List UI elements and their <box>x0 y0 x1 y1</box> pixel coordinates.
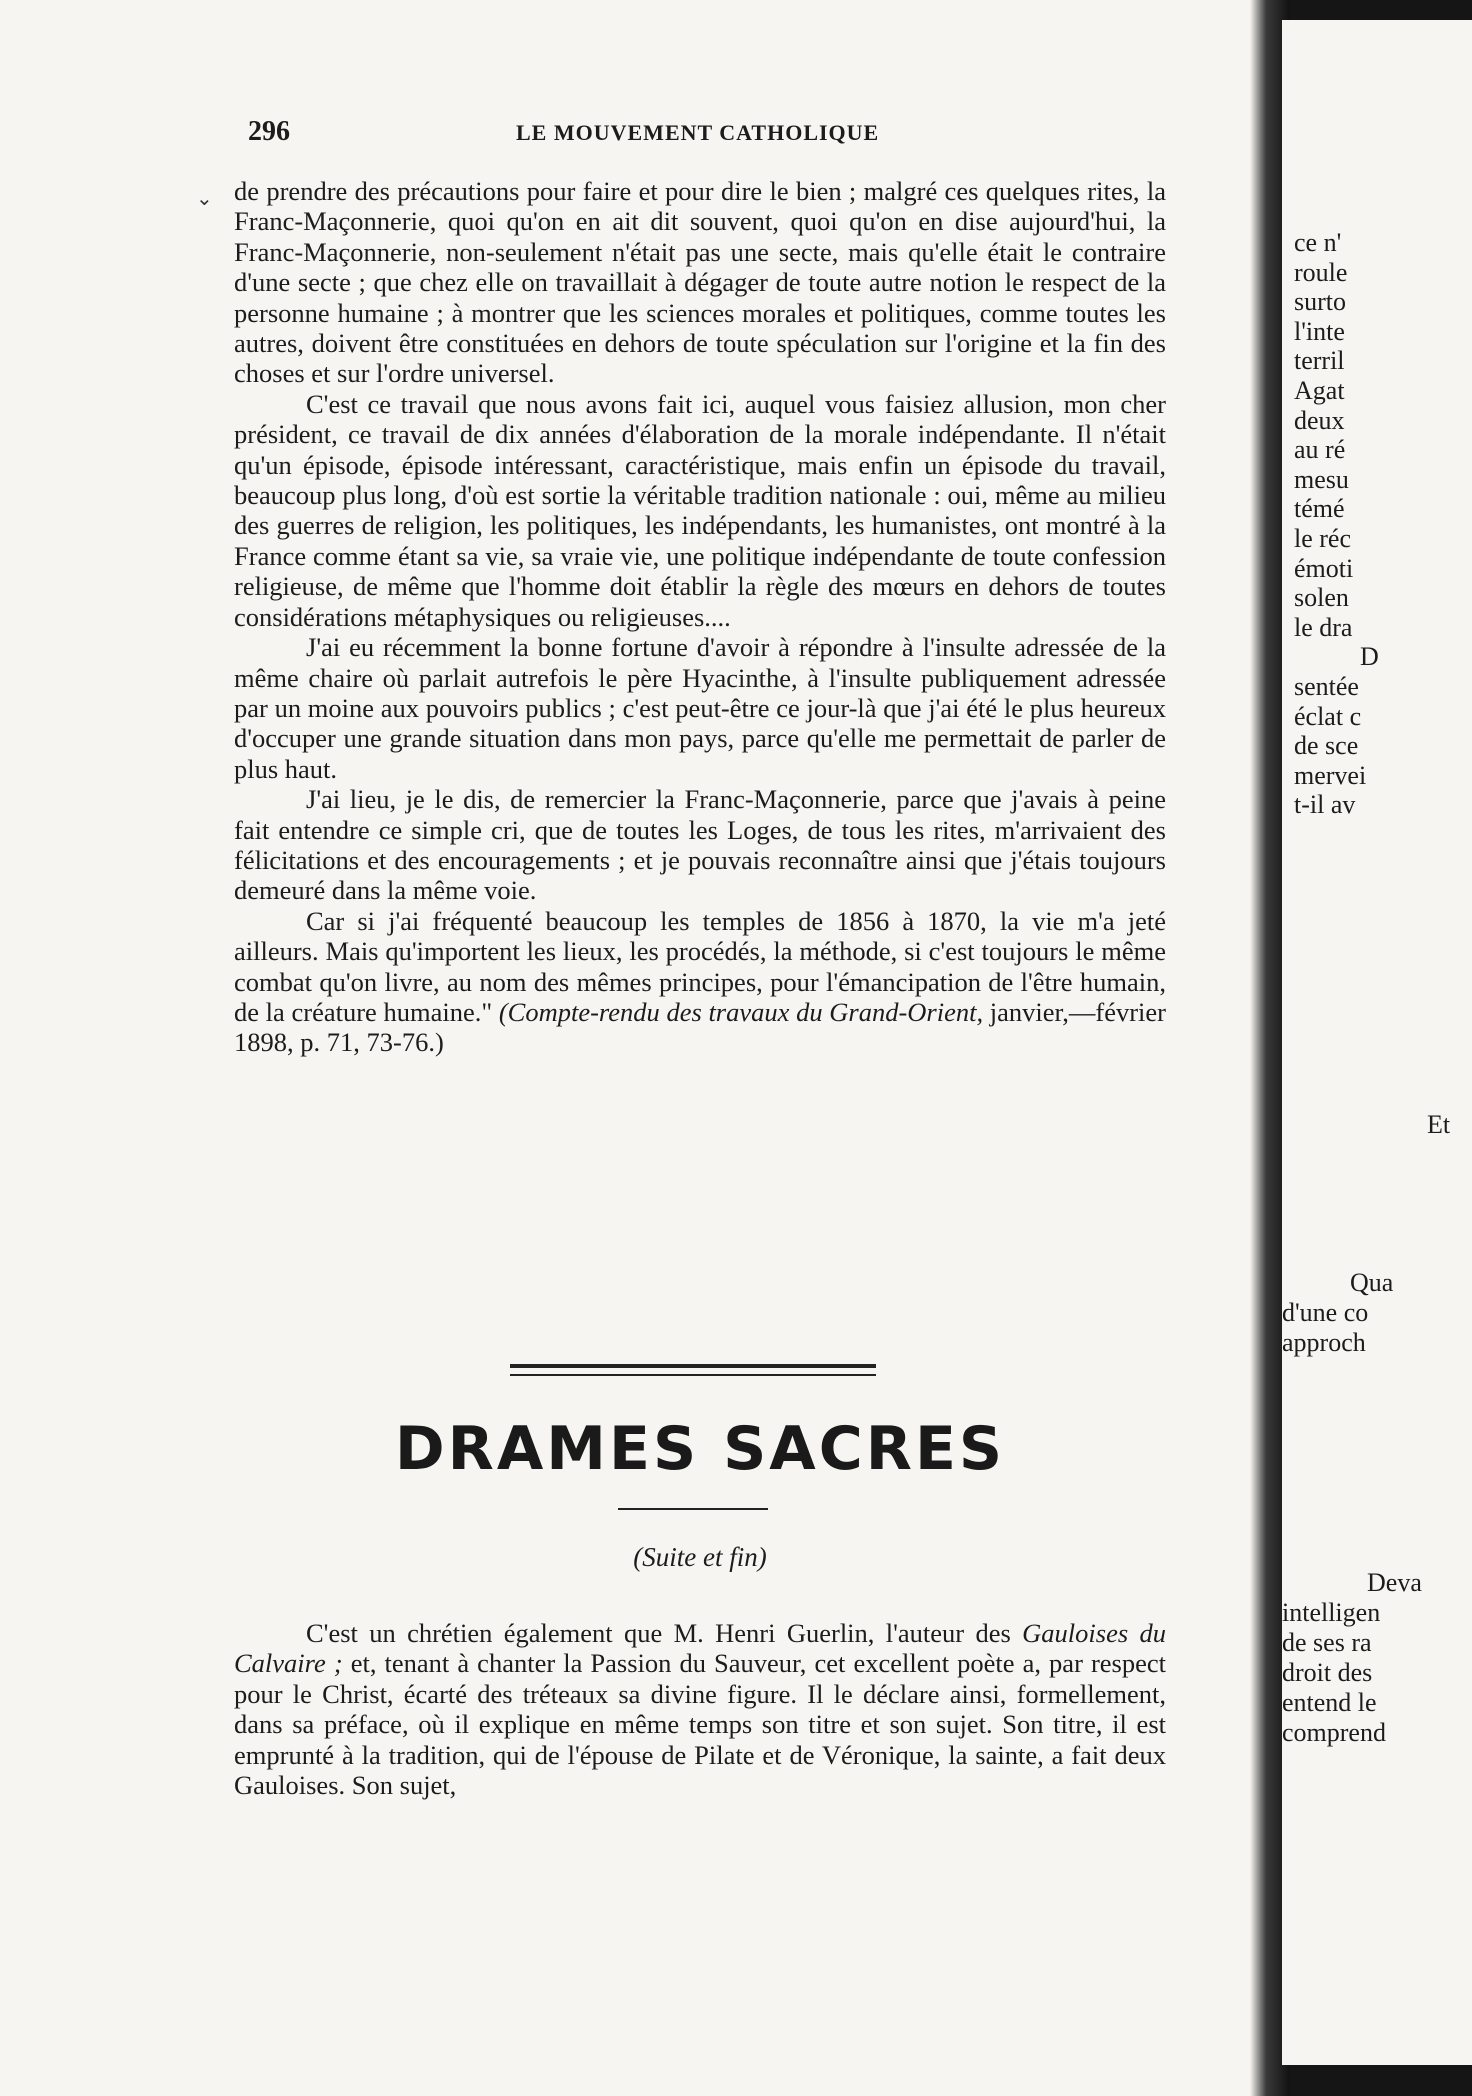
paragraph: C'est ce travail que nous avons fait ici, auquel vous faisiez allusion, mon cher président, ce travail de dix années d'élaboration de la morale indépendante. Il n'était qu'un épisode, épisode intéressant, caractéristique, mais enfin un épisode du travail, beaucoup plus long, d'où est sortie la véritable tradition nationale : oui, même au milieu des guerres de religion, les politiques, les indépendants, les humanistes, ont montré à la France comme étant sa vie, sa vraie vie, une politique indépendante de toute confession religieuse, de même que l'homme doit établir la règle des mœurs en dehors de toutes considérations métaphysiques ou religieuses.... <box>234 388 1166 632</box>
facing-line: au ré <box>1294 435 1346 465</box>
section-text <box>234 1618 1166 1800</box>
facing-line: deux <box>1294 405 1345 435</box>
facing-line: le réc <box>1294 524 1352 553</box>
paragraph-text: Car si j'ai fréquenté beaucoup les temples de 1856 à 1870, la vie m'a jeté ailleurs. Mais qu'importent les lieux, les procédés, la méthode, si c'est toujours le même combat qu'on livre, au nom des mêmes principes, pour l'émancipation de l'être humain, de la créature humaine." <box>234 905 1166 1027</box>
facing-line: de sce <box>1294 731 1359 761</box>
facing-line: comprend <box>1282 1718 1386 1747</box>
facing-line: Agat <box>1294 376 1345 405</box>
facing-line: droit des <box>1282 1658 1373 1687</box>
facing-line: ce n' <box>1294 228 1342 257</box>
facing-line: l'inte <box>1294 316 1345 346</box>
paragraph: de prendre des précautions pour faire et pour dire le bien ; malgré ces quelques rites, la Franc-Maçonnerie, quoi qu'on en ait dit souvent, quoi qu'on en dise aujourd'hui, la Franc-Maçonnerie, non-seulement n'était pas une secte, mais qu'elle était le contraire d'une secte ; que chez elle on travaillait à dégager de toute autre notion le respect de la personne humaine ; à montrer que les sciences morales et politiques, comme toutes les autres, doivent être constituées en dehors de toute spéculation sur l'origine et la fin des choses et sur l'ordre universel. <box>234 176 1166 389</box>
paragraph-with-citation <box>234 906 1166 1058</box>
paragraph: J'ai lieu, je le dis, de remercier la Franc-Maçonnerie, parce que j'avais à peine fait entendre ce simple cri, que de toutes les Loges, de tous les rites, m'arrivaient des félicitations et des encouragements ; et je pouvais reconnaître ainsi que j'étais toujours demeuré dans la même voie. <box>234 784 1166 906</box>
facing-line: solen <box>1294 583 1349 613</box>
title-underline <box>618 1508 768 1510</box>
facing-line: le dra <box>1294 612 1353 642</box>
facing-line: entend le <box>1282 1688 1377 1717</box>
running-head: LE MOUVEMENT CATHOLIQUE <box>516 120 880 145</box>
facing-line: approch <box>1282 1328 1366 1357</box>
paragraph <box>234 1618 1166 1800</box>
facing-line: roule <box>1294 257 1348 287</box>
paragraph: J'ai eu récemment la bonne fortune d'avoir à répondre à l'insulte adressée de la même chaire où parlait autrefois le père Hyacinthe, à l'insulte publiquement adressée par un moine aux pouvoirs publics ; c'est peut-être ce jour-là que j'ai été le plus heureux d'occuper une grande situation dans mon pays, parce qu'elle me permettait de parler de plus haut. <box>234 632 1166 784</box>
quoted-passage <box>234 176 1166 1058</box>
facing-line: Qua <box>1350 1268 1394 1297</box>
facing-line: intelligen <box>1282 1598 1381 1627</box>
section-divider <box>510 1364 876 1376</box>
work-title: Gauloises du Calvaire ; <box>234 1618 1166 1679</box>
citation-source: (Compte-rendu des travaux du Grand-Orient, <box>498 996 984 1027</box>
facing-line: Et <box>1427 1110 1451 1139</box>
paragraph-text: C'est un chrétien également que M. Henri Guerlin, l'auteur des <box>306 1618 1023 1648</box>
facing-line: surto <box>1294 287 1346 317</box>
facing-line: Deva <box>1367 1568 1422 1597</box>
margin-mark: ⌄ <box>196 188 213 210</box>
facing-line: mervei <box>1294 760 1367 790</box>
page-header <box>248 116 1168 156</box>
paragraph-text: et, tenant à chanter la Passion du Sauveur, cet excellent poète a, par respect pour le Christ, écarté des tréteaux sa divine figure. Il le déclare ainsi, formellement, dans sa préface, où il explique en même temps son titre et son sujet. Son titre, il est emprunté à la tradition, qui de l'épouse de Pilate et de Véronique, la sainte, a fait deux Gauloises. Son sujet, <box>234 1648 1166 1801</box>
page-number: 296 <box>248 116 290 147</box>
facing-page <box>1282 20 1472 2065</box>
citation-details: janvier,—février 1898, p. 71, 73-76.) <box>234 996 1167 1058</box>
facing-line: d'une co <box>1282 1298 1369 1327</box>
facing-line: émoti <box>1294 553 1354 583</box>
facing-line: D <box>1360 642 1379 672</box>
section-subtitle: (Suite et fin) <box>633 1542 767 1572</box>
facing-line: sentée <box>1294 672 1359 701</box>
facing-line: terril <box>1294 346 1345 376</box>
facing-line: témé <box>1294 494 1345 524</box>
section-title: DRAMES SACRES <box>394 1414 1006 1484</box>
facing-line: mesu <box>1294 464 1349 494</box>
facing-line: t-il av <box>1294 790 1356 820</box>
facing-line: éclat c <box>1294 701 1362 731</box>
facing-line: de ses ra <box>1282 1628 1372 1657</box>
